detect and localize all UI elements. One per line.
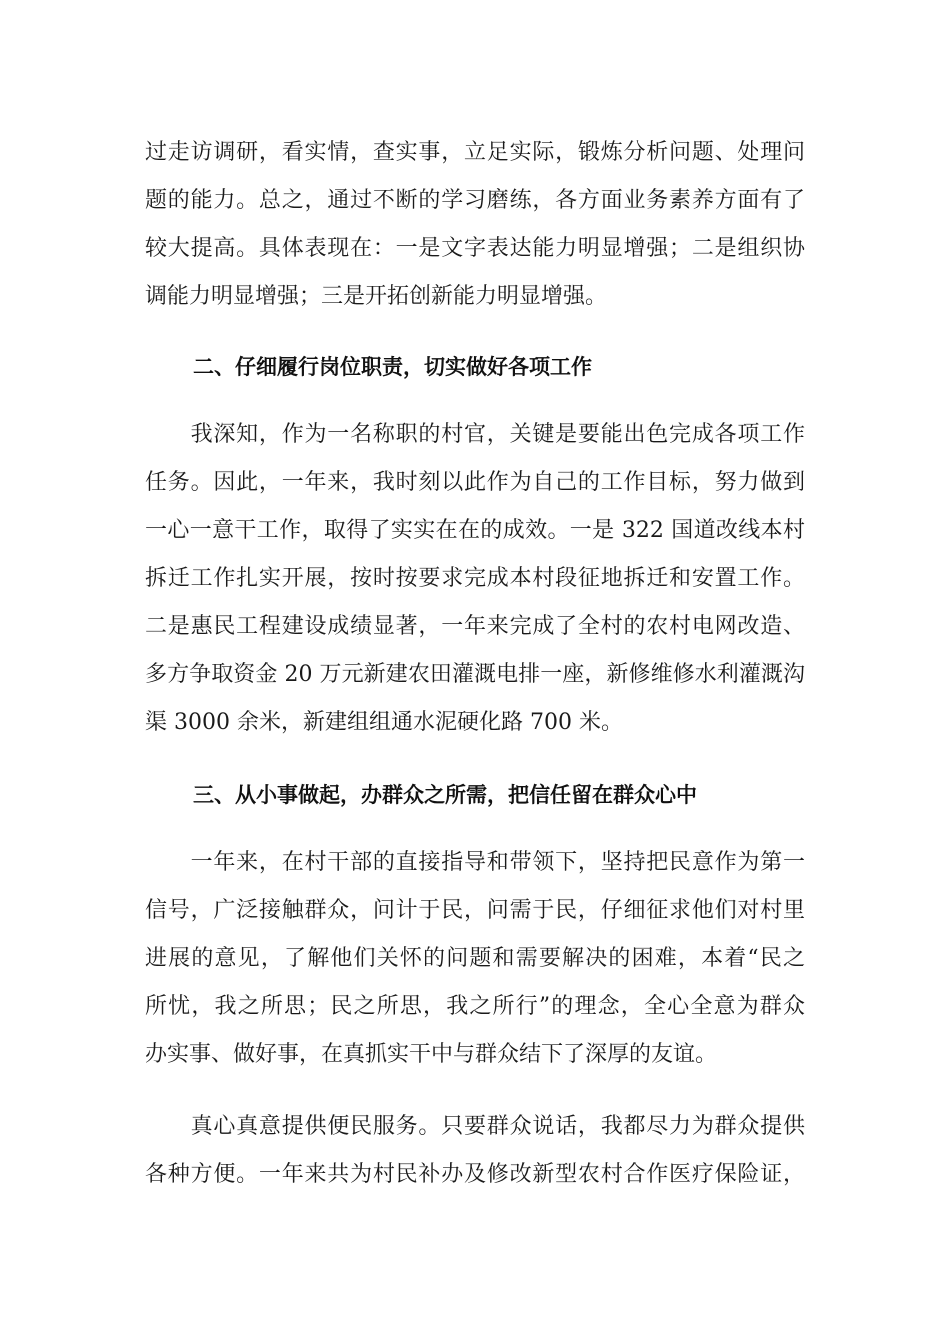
paragraph-3-line-2: 信号，广泛接触群众，问计于民，问需于民，仔细征求他们对村里 bbox=[145, 898, 805, 923]
paragraph-3-line-5: 办实事、做好事，在真抓实干中与群众结下了深厚的友谊。 bbox=[145, 1042, 718, 1067]
paragraph-2-line-1: 我深知，作为一名称职的村官，关键是要能出色完成各项工作 bbox=[145, 422, 805, 447]
section-heading-2: 二、仔细履行岗位职责，切实做好各项工作 bbox=[193, 355, 592, 379]
paragraph-3-line-4: 所忧，我之所思；民之所思，我之所行”的理念，全心全意为群众 bbox=[145, 994, 805, 1019]
paragraph-3-line-3: 进展的意见，了解他们关怀的问题和需要解决的困难，本着“民之 bbox=[145, 946, 805, 971]
paragraph-2-line-4: 拆迁工作扎实开展，按时按要求完成本村段征地拆迁和安置工作。 bbox=[145, 566, 805, 591]
paragraph-2-line-2: 任务。因此，一年来，我时刻以此作为自己的工作目标，努力做到 bbox=[145, 470, 805, 495]
paragraph-2-line-3: 一心一意干工作，取得了实实在在的成效。一是 322 国道改线本村 bbox=[145, 518, 805, 543]
paragraph-1-line-1: 过走访调研，看实情，查实事，立足实际，锻炼分析问题、处理问 bbox=[145, 140, 805, 165]
paragraph-2-line-7: 渠 3000 余米，新建组组通水泥硬化路 700 米。 bbox=[145, 710, 623, 735]
paragraph-4-line-1: 真心真意提供便民服务。只要群众说话，我都尽力为群众提供 bbox=[145, 1114, 805, 1139]
paragraph-1-line-2: 题的能力。总之，通过不断的学习磨练，各方面业务素养方面有了 bbox=[145, 188, 805, 213]
paragraph-2-line-5: 二是惠民工程建设成绩显著，一年来完成了全村的农村电网改造、 bbox=[145, 614, 805, 639]
section-heading-3: 三、从小事做起，办群众之所需，把信任留在群众心中 bbox=[193, 783, 697, 807]
paragraph-4-line-2: 各种方便。一年来共为村民补办及修改新型农村合作医疗保险证， bbox=[145, 1162, 805, 1187]
paragraph-3-line-1: 一年来，在村干部的直接指导和带领下，坚持把民意作为第一 bbox=[145, 850, 805, 875]
paragraph-2-line-6: 多方争取资金 20 万元新建农田灌溉电排一座，新修维修水利灌溉沟 bbox=[145, 662, 805, 687]
paragraph-1-line-4: 调能力明显增强；三是开拓创新能力明显增强。 bbox=[145, 284, 608, 309]
paragraph-1-line-3: 较大提高。具体表现在：一是文字表达能力明显增强；二是组织协 bbox=[145, 236, 805, 261]
